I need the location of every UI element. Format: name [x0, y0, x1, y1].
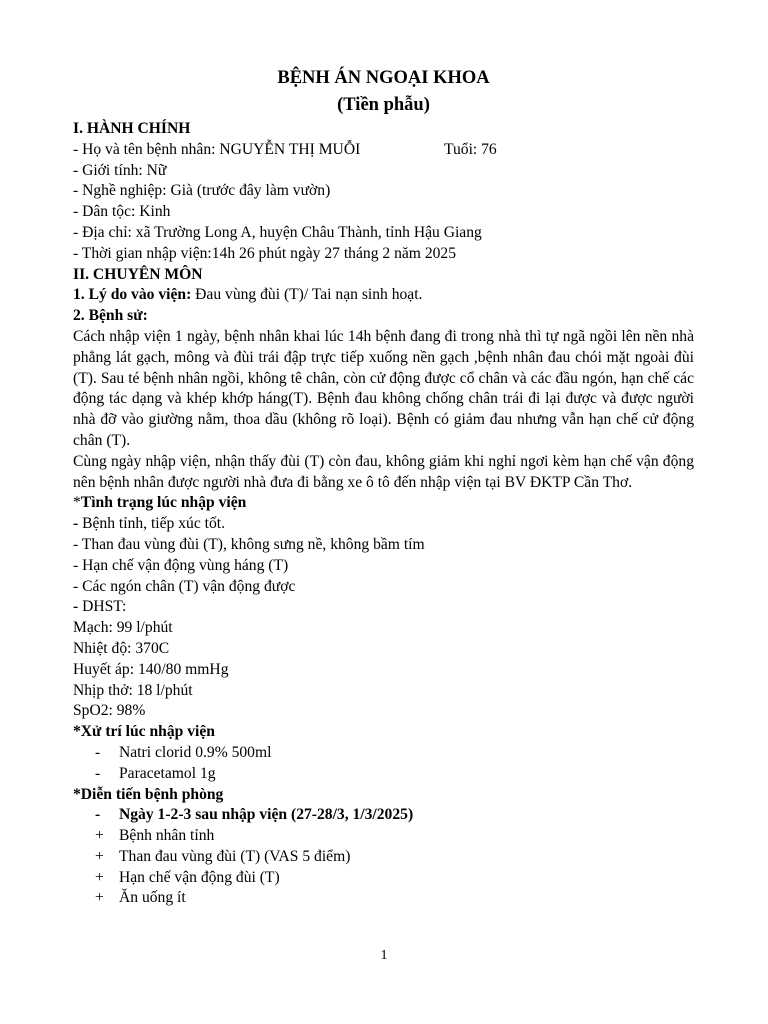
history-paragraph-2: Cùng ngày nhập viện, nhận thấy đùi (T) còn đau, không giảm khi nghỉ ngơi kèm hạn chế vận động nên bệnh nhân được người nhà đưa đi bằng xe ô tô đến nhập viện tại BV ĐKTP Cần Thơ. — [73, 452, 694, 491]
treatment-item: - Paracetamol 1g — [95, 764, 216, 782]
admission-status-heading: *Tình trạng lúc nhập viện — [73, 494, 247, 512]
admin-line-admission-time: - Thời gian nhập viện:14h 26 phút ngày 27 tháng 2 năm 2025 — [73, 244, 457, 262]
section-heading-admin: I. HÀNH CHÍNH — [73, 120, 191, 137]
vital-spo2: SpO2: 98% — [73, 702, 146, 720]
progress-item: + Than đau vùng đùi (T) (VAS 5 điểm) — [95, 847, 351, 865]
reason-text: Đau vùng đùi (T)/ Tai nạn sinh hoạt. — [191, 286, 423, 304]
vital-blood-pressure: Huyết áp: 140/80 mmHg — [73, 660, 229, 678]
status-line-toes: - Các ngón chân (T) vận động được — [73, 577, 296, 595]
status-line-pain: - Than đau vùng đùi (T), không sưng nề, không bầm tím — [73, 535, 425, 553]
admin-line-occupation: - Nghề nghiệp: Già (trước đây làm vườn) — [73, 182, 331, 200]
admin-line-ethnicity: - Dân tộc: Kinh — [73, 203, 171, 221]
progress-item: + Bệnh nhân tỉnh — [95, 827, 215, 845]
status-line-vitals-label: - DHST: — [73, 598, 127, 616]
section-heading-specialty: II. CHUYÊN MÔN — [73, 265, 203, 283]
progress-item: + Hạn chế vận động đùi (T) — [95, 868, 280, 886]
treatment-item: - Natri clorid 0.9% 500ml — [95, 743, 272, 761]
status-line-consciousness: - Bệnh tỉnh, tiếp xúc tốt. — [73, 515, 226, 533]
vital-respiration: Nhịp thở: 18 l/phút — [73, 681, 193, 699]
admin-line-gender: - Giới tính: Nữ — [73, 161, 167, 179]
document-body — [73, 119, 694, 909]
treatment-heading: *Xử trí lúc nhập viện — [73, 723, 215, 741]
document-subtitle: (Tiền phẫu) — [337, 95, 430, 115]
progress-heading: *Diễn tiến bệnh phòng — [73, 785, 224, 803]
progress-item: + Ăn uống ít — [95, 889, 186, 907]
status-line-hip: - Hạn chế vận động vùng háng (T) — [73, 556, 289, 574]
document-title: BỆNH ÁN NGOẠI KHOA — [277, 68, 490, 88]
patient-age: Tuổi: 76 — [444, 140, 497, 158]
patient-name-row — [73, 140, 694, 161]
admin-line-address: - Địa chỉ: xã Trường Long A, huyện Châu Thành, tỉnh Hậu Giang — [73, 223, 482, 241]
reason-line — [73, 285, 694, 306]
vital-pulse: Mạch: 99 l/phút — [73, 619, 173, 637]
reason-label: 1. Lý do vào viện: — [73, 286, 192, 304]
history-paragraph-1: Cách nhập viện 1 ngày, bệnh nhân khai lúc 14h bệnh đang đi trong nhà thì tự ngã ngồi lên nền nhà phẳng lát gạch, mông và đùi trái đập trực tiếp xuống nền gạch ,bệnh nhân đau chói mặt ngoài đùi (T). Sau té bệnh nhân ngồi, không tê chân, còn cử động được cổ chân và các đầu ngón, hạn chế các động tác dạng và khép khớp háng(T). Bệnh đau không chống chân trái đi lại được và được người nhà đỡ vào giường nằm, thoa dầu (không rõ loại). Bệnh có giảm đau nhưng vẫn hạn chế cử động chân (T). — [73, 327, 694, 449]
vital-temperature: Nhiệt độ: 370C — [73, 639, 170, 657]
history-heading: 2. Bệnh sử: — [73, 307, 148, 325]
page-number: 1 — [380, 948, 388, 963]
progress-day-heading: - Ngày 1-2-3 sau nhập viện (27-28/3, 1/3/2025) — [95, 806, 414, 824]
patient-name: - Họ và tên bệnh nhân: NGUYỄN THỊ MUỖI — [73, 140, 361, 158]
